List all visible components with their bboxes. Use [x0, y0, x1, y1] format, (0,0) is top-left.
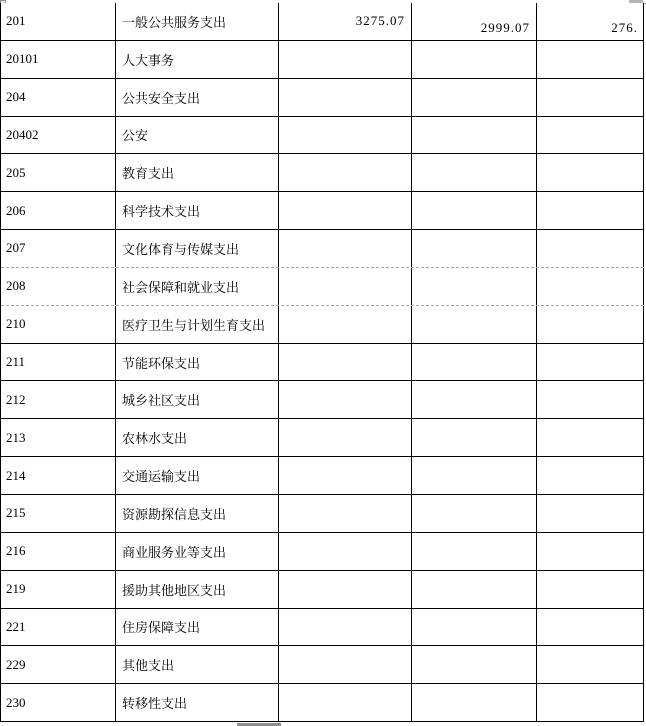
- cell-code[interactable]: 230: [1, 684, 116, 721]
- table-row: [1, 533, 644, 571]
- cell-amount-1[interactable]: [279, 154, 412, 191]
- cell-amount-2[interactable]: [412, 41, 537, 78]
- cell-code[interactable]: 20402: [1, 117, 116, 154]
- cell-name[interactable]: 援助其他地区支出: [116, 571, 279, 608]
- table-row: [1, 154, 644, 192]
- cell-amount-1[interactable]: 3275.07: [279, 3, 412, 40]
- cell-amount-2[interactable]: [412, 457, 537, 494]
- cell-amount-2[interactable]: [412, 684, 537, 721]
- cell-name[interactable]: 公共安全支出: [116, 79, 279, 116]
- cell-code[interactable]: 212: [1, 381, 116, 418]
- table-row: [1, 306, 644, 344]
- table-row: [1, 609, 644, 647]
- cell-amount-1[interactable]: [279, 646, 412, 683]
- cell-amount-3[interactable]: [537, 268, 644, 305]
- table-row: [1, 192, 644, 230]
- cell-code[interactable]: 211: [1, 344, 116, 381]
- cell-amount-3[interactable]: [537, 192, 644, 229]
- cell-amount-3[interactable]: [537, 646, 644, 683]
- table-row: [1, 457, 644, 495]
- cell-code[interactable]: 204: [1, 79, 116, 116]
- cell-name[interactable]: 其他支出: [116, 646, 279, 683]
- cell-name[interactable]: 转移性支出: [116, 684, 279, 721]
- cell-amount-3[interactable]: [537, 533, 644, 570]
- cell-amount-1[interactable]: [279, 381, 412, 418]
- cell-amount-3[interactable]: 276.: [537, 3, 644, 40]
- cell-amount-1[interactable]: [279, 41, 412, 78]
- cell-amount-3[interactable]: [537, 419, 644, 456]
- cell-amount-3[interactable]: [537, 571, 644, 608]
- cell-amount-3[interactable]: [537, 344, 644, 381]
- cell-amount-1[interactable]: [279, 684, 412, 721]
- cell-name[interactable]: 教育支出: [116, 154, 279, 191]
- cell-name[interactable]: 科学技术支出: [116, 192, 279, 229]
- cell-name[interactable]: 交通运输支出: [116, 457, 279, 494]
- table-row: [1, 79, 644, 117]
- cell-amount-2[interactable]: [412, 306, 537, 343]
- cell-name[interactable]: 节能环保支出: [116, 344, 279, 381]
- cell-amount-2[interactable]: [412, 192, 537, 229]
- cell-amount-3[interactable]: [537, 306, 644, 343]
- table-row: [1, 3, 644, 41]
- cell-amount-2[interactable]: [412, 154, 537, 191]
- cell-code[interactable]: 221: [1, 609, 116, 646]
- cell-amount-3[interactable]: [537, 495, 644, 532]
- cell-code[interactable]: 216: [1, 533, 116, 570]
- cell-code[interactable]: 20101: [1, 41, 116, 78]
- table-row: [1, 419, 644, 457]
- cell-code[interactable]: 205: [1, 154, 116, 191]
- cell-amount-1[interactable]: [279, 419, 412, 456]
- table-row: [1, 495, 644, 533]
- cell-code[interactable]: 229: [1, 646, 116, 683]
- cell-amount-3[interactable]: [537, 117, 644, 154]
- cell-amount-1[interactable]: [279, 571, 412, 608]
- cell-amount-2[interactable]: [412, 495, 537, 532]
- cell-amount-2[interactable]: [412, 646, 537, 683]
- cell-amount-1[interactable]: [279, 230, 412, 267]
- cell-name[interactable]: 一般公共服务支出: [116, 3, 279, 40]
- cell-name[interactable]: 医疗卫生与计划生育支出: [116, 306, 279, 343]
- cell-amount-3[interactable]: [537, 230, 644, 267]
- cell-amount-3[interactable]: [537, 79, 644, 116]
- table-row: [1, 684, 644, 722]
- table-row: [1, 41, 644, 79]
- table-row: [1, 268, 644, 306]
- budget-expenditure-table: [0, 3, 644, 722]
- cell-code[interactable]: 219: [1, 571, 116, 608]
- table-row: [1, 344, 644, 382]
- cell-amount-2[interactable]: [412, 533, 537, 570]
- cell-amount-3[interactable]: [537, 684, 644, 721]
- cell-name[interactable]: 住房保障支出: [116, 609, 279, 646]
- cell-name[interactable]: 商业服务业等支出: [116, 533, 279, 570]
- cell-name[interactable]: 农林水支出: [116, 419, 279, 456]
- cell-amount-1[interactable]: [279, 268, 412, 305]
- cell-amount-2[interactable]: [412, 381, 537, 418]
- cell-amount-2[interactable]: [412, 571, 537, 608]
- cell-name[interactable]: 社会保障和就业支出: [116, 268, 279, 305]
- table-row: [1, 381, 644, 419]
- cell-amount-1[interactable]: [279, 533, 412, 570]
- table-row: [1, 230, 644, 268]
- table-row: [1, 571, 644, 609]
- cell-amount-1[interactable]: [279, 306, 412, 343]
- table-row: [1, 646, 644, 684]
- cell-name[interactable]: 人大事务: [116, 41, 279, 78]
- cell-name[interactable]: 文化体育与传媒支出: [116, 230, 279, 267]
- cell-amount-2[interactable]: [412, 344, 537, 381]
- cell-amount-2[interactable]: [412, 79, 537, 116]
- cell-code[interactable]: 214: [1, 457, 116, 494]
- cell-amount-1[interactable]: [279, 609, 412, 646]
- cell-amount-2[interactable]: 2999.07: [412, 3, 537, 40]
- cell-code[interactable]: 213: [1, 419, 116, 456]
- cell-amount-2[interactable]: [412, 117, 537, 154]
- cell-amount-2[interactable]: [412, 268, 537, 305]
- cell-amount-1[interactable]: [279, 192, 412, 229]
- cell-name[interactable]: 城乡社区支出: [116, 381, 279, 418]
- cell-amount-2[interactable]: [412, 419, 537, 456]
- cell-code[interactable]: 207: [1, 230, 116, 267]
- cell-amount-3[interactable]: [537, 457, 644, 494]
- cell-amount-1[interactable]: [279, 79, 412, 116]
- cell-amount-2[interactable]: [412, 609, 537, 646]
- table-row: [1, 117, 644, 155]
- cell-amount-3[interactable]: [537, 41, 644, 78]
- cell-amount-3[interactable]: [537, 609, 644, 646]
- cell-code[interactable]: 215: [1, 495, 116, 532]
- cell-amount-3[interactable]: [537, 154, 644, 191]
- cell-amount-1[interactable]: [279, 344, 412, 381]
- cell-code[interactable]: 210: [1, 306, 116, 343]
- cell-amount-1[interactable]: [279, 495, 412, 532]
- cell-name[interactable]: 资源勘探信息支出: [116, 495, 279, 532]
- cell-amount-2[interactable]: [412, 230, 537, 267]
- cell-code[interactable]: 206: [1, 192, 116, 229]
- cell-code[interactable]: 208: [1, 268, 116, 305]
- cell-code[interactable]: 201: [1, 3, 116, 40]
- cell-amount-1[interactable]: [279, 457, 412, 494]
- cell-amount-1[interactable]: [279, 117, 412, 154]
- cell-name[interactable]: 公安: [116, 117, 279, 154]
- cell-amount-3[interactable]: [537, 381, 644, 418]
